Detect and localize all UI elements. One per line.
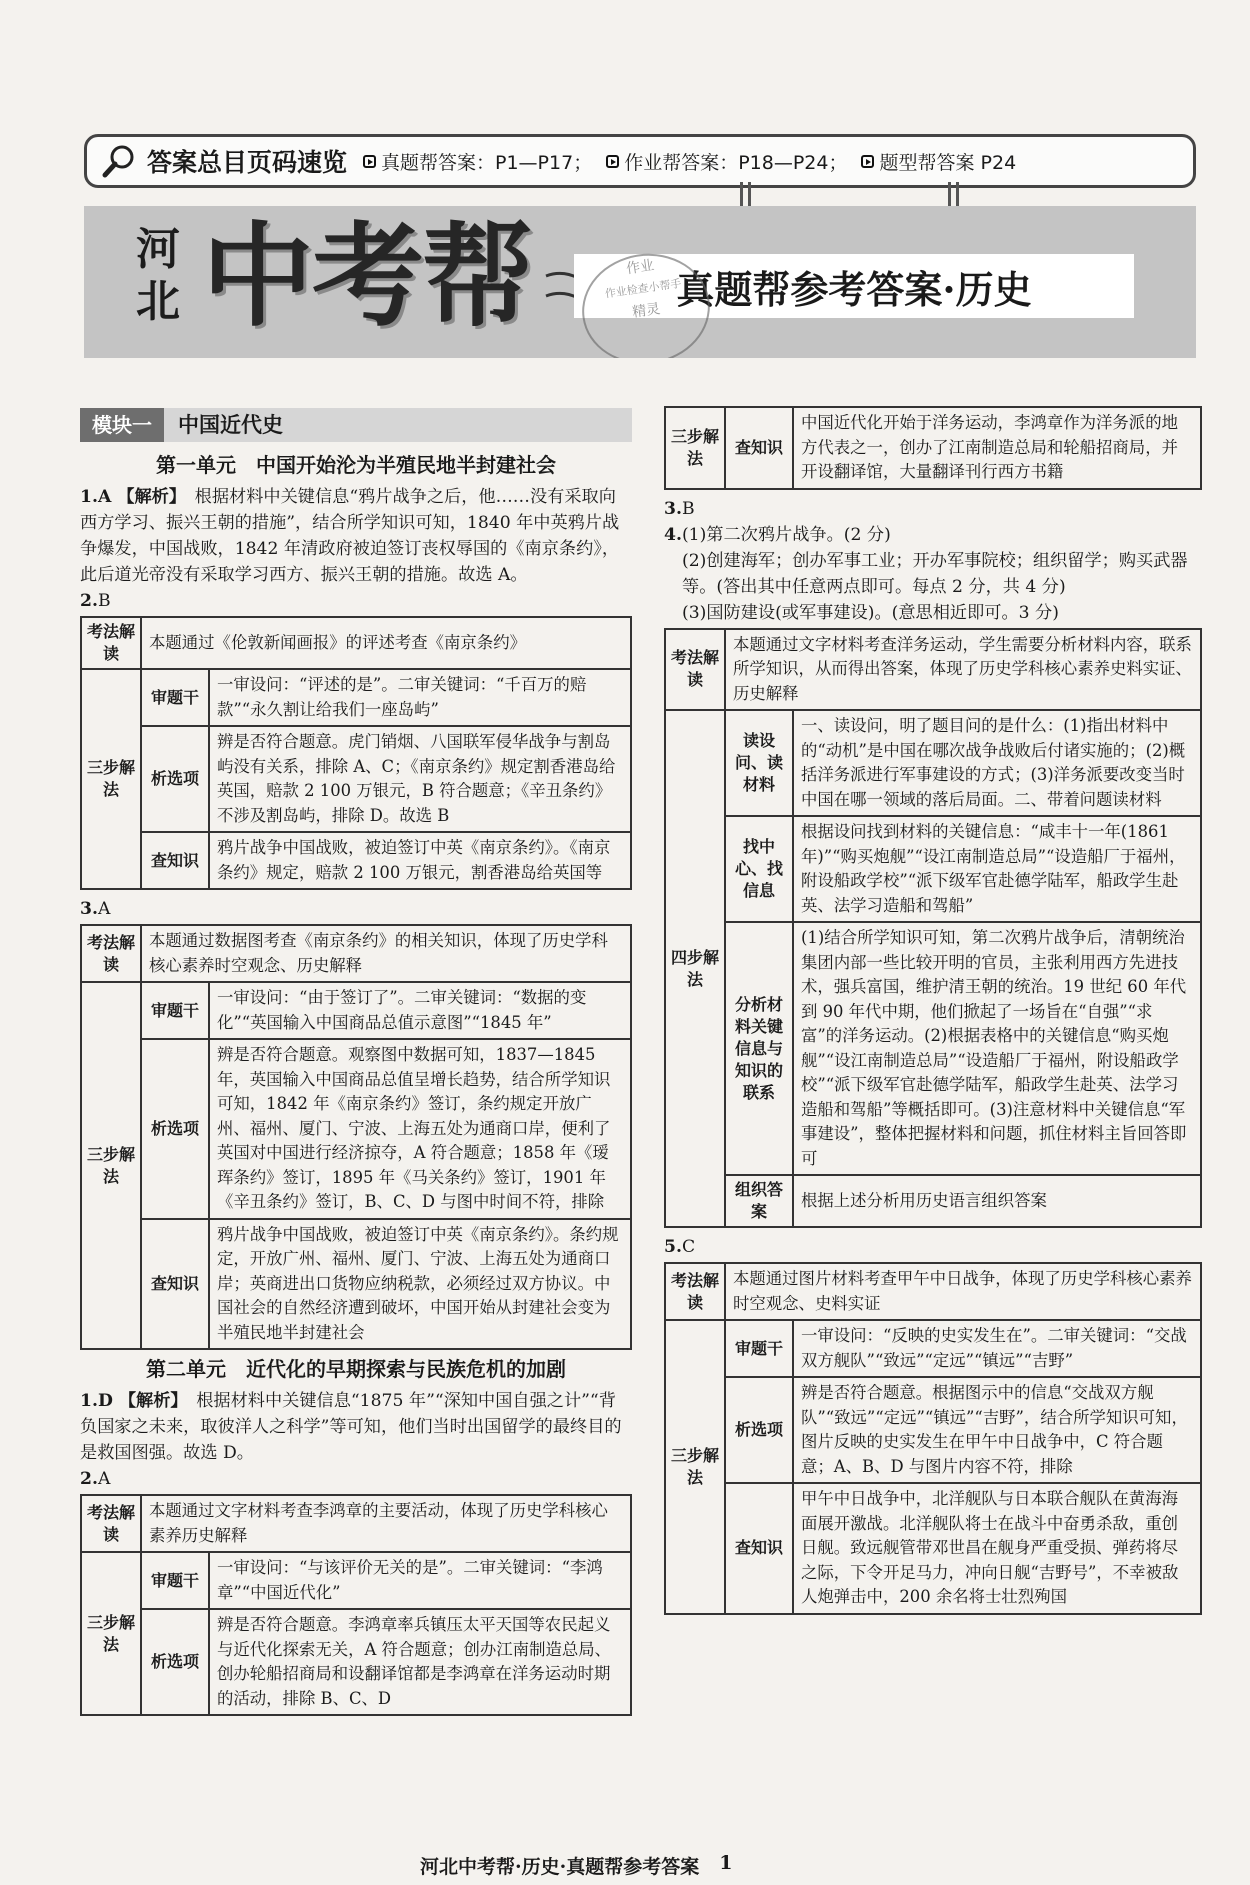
- label-xixuanxiang: 析选项: [141, 1609, 209, 1715]
- cell-kaofa: 本题通过文字材料考查李鸿章的主要活动，体现了历史学科核心素养历史解释: [141, 1495, 631, 1552]
- label-sanbu: 三步解法: [81, 1552, 141, 1715]
- label-chazhishi: 查知识: [141, 832, 209, 889]
- label-xixuanxiang: 析选项: [141, 1039, 209, 1219]
- label-kaofa: 考法解读: [81, 925, 141, 982]
- cell-chazhishi: 中国近代化开始于洋务运动，李鸿章作为洋务派的地方代表之一，创办了江南制造总局和轮船招商局，并开设翻译馆，大量翻译刊行西方书籍: [793, 407, 1201, 489]
- label-chazhishi: 查知识: [141, 1219, 209, 1350]
- label-xixuanxiang: 析选项: [141, 726, 209, 832]
- label-shentigan: 审题干: [141, 982, 209, 1039]
- answer-u2-4-line2: (2)创建海军；创办军事工业；开办军事院校；组织留学；购买武器等。(答出其中任意两点即可。每点 2 分，共 4 分): [682, 550, 1188, 597]
- cell-zhaozhongxin: 根据设问找到材料的关键信息：“咸丰十一年(1861 年)”“购买炮舰”“设江南制造总局”“设造船厂于福州，附设船政学校”“派下级军官赴德学陆军，船政学生赴英、法学习造船和驾船”: [793, 816, 1201, 922]
- footer-text: 河北中考帮·历史·真题帮参考答案: [420, 1856, 700, 1878]
- answer-1: 1.A 【解析】 根据材料中关键信息“鸦片战争之后，他……没有采取向西方学习、振兴王朝的措施”，结合所学知识可知，1840 年中英鸦片战争爆发，中国战败，1842 年清政府被迫签订丧权辱国的《南京条约》，此后道光帝没有采取学习西方、振兴王朝的措施。故选 A。: [80, 487, 620, 585]
- cell-kaofa: 本题通过文字材料考查洋务运动，学生需要分析材料内容，联系所学知识，从而得出答案，体现了历史学科核心素养史料实证、历史解释: [725, 629, 1201, 711]
- label-kaofa: 考法解读: [81, 1495, 141, 1552]
- index-title: 答案总目页码速览: [147, 148, 348, 177]
- label-kaofa: 考法解读: [665, 1263, 725, 1320]
- cell-shentigan: 一审设问：“由于签订了”。二审关键词：“数据的变化”“英国输入中国商品总值示意图”“1845 年”: [209, 982, 631, 1039]
- label-chazhishi: 查知识: [725, 1483, 793, 1614]
- label-kaofa: 考法解读: [665, 629, 725, 711]
- right-column: [664, 404, 1202, 1621]
- cell-chazhishi: 鸦片战争中国战败，被迫签订中英《南京条约》。《南京条约》规定，赔款 2 100 万银元，割香港岛给英国等: [209, 832, 631, 889]
- cell-shentigan: 一审设问：“评述的是”。二审关键词：“千百万的赔款”“永久割让给我们一座岛屿”: [209, 669, 631, 726]
- module-header: [80, 408, 632, 442]
- analysis-table-u2-2-cont: [664, 406, 1202, 490]
- answer-u2-1: 1.D 【解析】 根据材料中关键信息“1875 年”“深知中国自强之计”“背负国家之未来，取彼洋人之科学”等可知，他们当时出国留学的最终目的是救国图强。故选 D。: [80, 1391, 622, 1463]
- magnifier-icon: [101, 143, 137, 179]
- label-dushewen: 读设问、读材料: [725, 710, 793, 816]
- header-banner: [84, 206, 1196, 358]
- label-zuzhi: 组织答案: [725, 1175, 793, 1227]
- cell-shentigan: 一审设问：“与该评价无关的是”。二审关键词：“李鸿章”“中国近代化”: [209, 1552, 631, 1609]
- analysis-table-2: [80, 616, 632, 890]
- cell-xixuanxiang: 辨是否符合题意。虎门销烟、八国联军侵华战争与割岛屿没有关系，排除 A、C；《南京条约》规定割香港岛给英国，赔款 2 100 万银元，B 符合题意；《辛丑条约》不涉及割岛屿，排除 D。故选 B: [209, 726, 631, 832]
- label-shentigan: 审题干: [141, 1552, 209, 1609]
- binding-mark: [944, 182, 964, 208]
- answer-2-head: 2.B: [80, 591, 111, 611]
- cell-xixuanxiang: 辨是否符合题意。根据图示中的信息“交战双方舰队”“致远”“定远”“镇远”“吉野”，结合所学知识可知，图片反映的史实发生在甲午中日战争中，C 符合题意；A、B、D 与图片内容不符，排除: [793, 1377, 1201, 1483]
- label-sanbu: 三步解法: [81, 669, 141, 889]
- analysis-table-u2-2: [80, 1494, 632, 1716]
- play-icon: [861, 155, 874, 168]
- answer-u2-5-head: 5.C: [664, 1237, 696, 1257]
- analysis-table-u2-4: [664, 628, 1202, 1229]
- module-tag: 模块一: [80, 408, 164, 442]
- index-item-zuoye: 作业帮答案：P18—P24；: [606, 148, 847, 175]
- cell-chazhishi: 鸦片战争中国战败，被迫签订中英《南京条约》。条约规定，开放广州、福州、厦门、宁波、上海五处为通商口岸；英商进出口货物应纳税款，必须经过双方协议。中国社会的自然经济遭到破坏，中国开始从封建社会变为半殖民地半封建社会: [209, 1219, 631, 1350]
- cell-fenxi: (1)结合所学知识可知，第二次鸦片战争后，清朝统治集团内部一些比较开明的官员，主张利用西方先进技术，强兵富国，维护清王朝的统治。19 世纪 60 年代到 90 年代中期，他们掀起了一场旨在“自强”“求富”的洋务运动。(2)根据表格中的关键信息“购买炮舰”“设江南制造总局”“设造船厂于福州，附设船政学校”“派下级军官赴德学陆军，船政学生赴英、法学习造船和驾船”等概括即可。(3)注意材料中关键信息“军事建设”，整体把握材料和问题，抓住材料主旨回答即可: [793, 922, 1201, 1175]
- label-chazhishi: 查知识: [725, 407, 793, 489]
- answer-u2-4-line3: (3)国防建设(或军事建设)。(意思相近即可。3 分): [682, 602, 1059, 623]
- analysis-table-u2-5: [664, 1262, 1202, 1615]
- cell-dushewen: 一、读设问，明了题目问的是什么：(1)指出材料中的“动机”是中国在哪次战争战败后付诸实施的；(2)概括洋务派进行军事建设的方式；(3)洋务派要改变当时中国在哪一领域的落后局面。二、带着问题读材料: [793, 710, 1201, 816]
- play-icon: [363, 155, 376, 168]
- index-bar: [84, 134, 1196, 188]
- banner-title: 真题帮参考答案·历史: [574, 254, 1134, 318]
- cell-zuzhi: 根据上述分析用历史语言组织答案: [793, 1175, 1201, 1227]
- left-column: [80, 408, 632, 1722]
- cell-xixuanxiang: 辨是否符合题意。观察图中数据可知，1837—1845 年，英国输入中国商品总值呈增长趋势，结合所学知识可知，1842 年《南京条约》签订，条约规定开放广州、福州、厦门、宁波、上海五处为通商口岸，便利了英国对中国进行经济掠夺，A 符合题意；1858 年《瑷珲条约》签订，1895 年《马关条约》签订，1901 年《辛丑条约》签订，B、C、D 与图中时间不符，排除: [209, 1039, 631, 1219]
- analysis-table-3: [80, 924, 632, 1350]
- index-item-zhenti: 真题帮答案：P1—P17；: [363, 148, 592, 175]
- unit-title-2: 第二单元 近代化的早期探索与民族危机的加剧: [146, 1357, 566, 1381]
- unit-title-1: 第一单元 中国开始沦为半殖民地半封建社会: [156, 453, 556, 477]
- label-kaofa: 考法解读: [81, 617, 141, 669]
- page-footer: [420, 1852, 738, 1879]
- binding-mark: [736, 182, 756, 208]
- region-label: 河北: [136, 224, 180, 327]
- answer-u2-4: 4.(1)第二次鸦片战争。(2 分): [664, 524, 891, 545]
- play-icon: [606, 155, 619, 168]
- cell-chazhishi: 甲午中日战争中，北洋舰队与日本联合舰队在黄海海面展开激战。北洋舰队将士在战斗中奋勇杀敌，重创日舰。致远舰管带邓世昌在舰身严重受损、弹药将尽之际，下令开足马力，冲向日舰“吉野号”，不幸被敌人炮弹击中，200 余名将士壮烈殉国: [793, 1483, 1201, 1614]
- module-name: 中国近代史: [178, 412, 283, 437]
- label-shentigan: 审题干: [725, 1320, 793, 1377]
- cell-shentigan: 一审设问：“反映的史实发生在”。二审关键词：“交战双方舰队”“致远”“定远”“镇远”“吉野”: [793, 1320, 1201, 1377]
- cell-xixuanxiang: 辨是否符合题意。李鸿章率兵镇压太平天国等农民起义与近代化探索无关，A 符合题意；创办江南制造总局、创办轮船招商局和设翻译馆都是李鸿章在洋务运动时期的活动，排除 B、C、D: [209, 1609, 631, 1715]
- watermark-stamp: 作业 作业检查小帮手 精灵: [575, 246, 717, 358]
- answer-u2-3: 3.B: [664, 498, 695, 519]
- label-sanbu: 三步解法: [665, 1320, 725, 1614]
- cell-kaofa: 本题通过数据图考查《南京条约》的相关知识，体现了历史学科核心素养时空观念、历史解释: [141, 925, 631, 982]
- label-xixuanxiang: 析选项: [725, 1377, 793, 1483]
- label-sanbu: 三步解法: [665, 407, 725, 489]
- label-sanbu: 三步解法: [81, 982, 141, 1349]
- answer-u2-2-head: 2.A: [80, 1469, 111, 1489]
- label-sibu: 四步解法: [665, 710, 725, 1227]
- label-shentigan: 审题干: [141, 669, 209, 726]
- page-number: 1: [719, 1852, 733, 1874]
- label-zhaozhongxin: 找中心、找信息: [725, 816, 793, 922]
- index-item-tixing: 题型帮答案 P24: [861, 148, 1016, 175]
- label-fenxi: 分析材料关键信息与知识的联系: [725, 922, 793, 1175]
- cell-kaofa: 本题通过《伦敦新闻画报》的评述考查《南京条约》: [141, 617, 631, 669]
- answer-3-head: 3.A: [80, 899, 111, 919]
- brand-logo: 中考帮: [202, 212, 532, 342]
- cell-kaofa: 本题通过图片材料考查甲午中日战争，体现了历史学科核心素养时空观念、史料实证: [725, 1263, 1201, 1320]
